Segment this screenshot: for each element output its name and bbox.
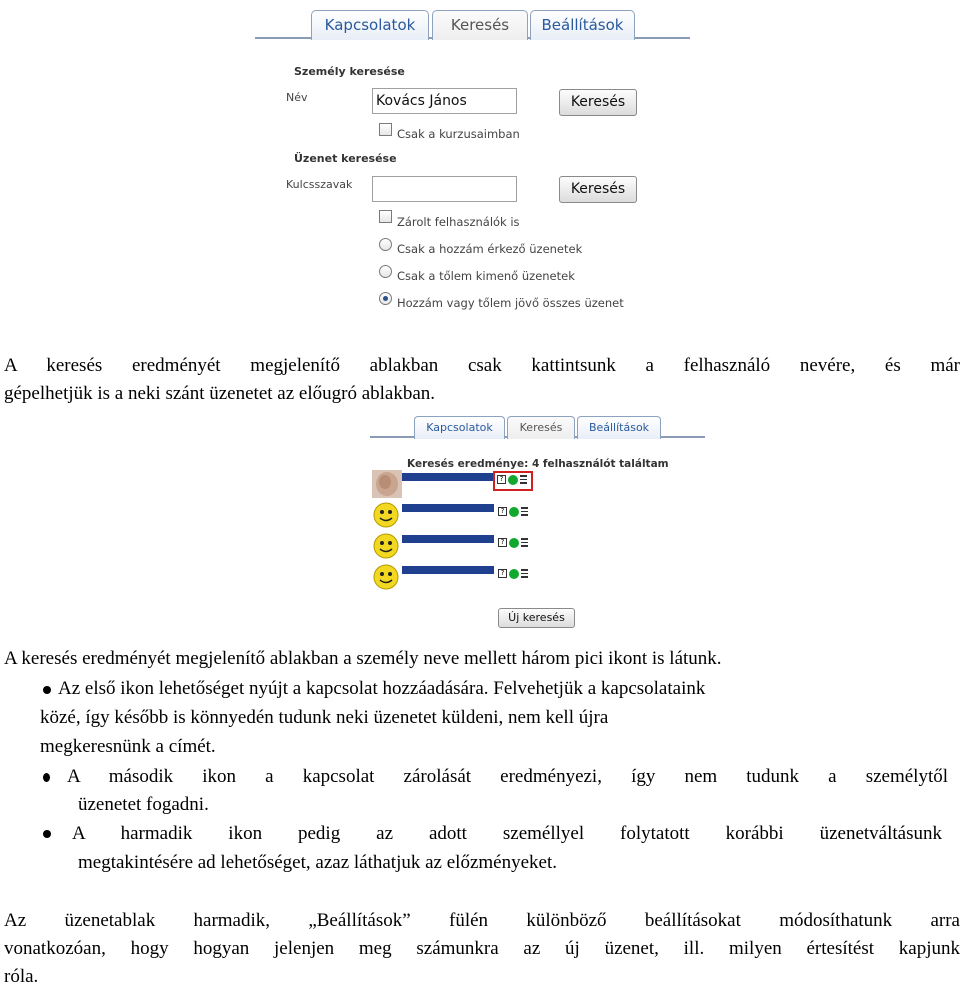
paragraph-1 bbox=[4, 352, 960, 408]
smiley-avatar bbox=[372, 501, 402, 529]
bullet-3-line-2: megtakintésére ad lehetőséget, azaz láthatjuk az előzményeket. bbox=[78, 852, 557, 873]
keywords-input[interactable] bbox=[372, 176, 517, 202]
keywords-label: Kulcsszavak bbox=[286, 178, 353, 191]
block-contact-icon[interactable] bbox=[509, 507, 519, 517]
bullet-2-line-1: A második ikon a kapcsolat zárolását eredményezi, így nem tudunk a személytől bbox=[67, 766, 948, 787]
bullet-1-line-2: közé, így később is könnyedén tudunk neki üzenetet küldeni, nem kell újra bbox=[40, 707, 609, 728]
history-icon[interactable] bbox=[521, 569, 528, 578]
results-tab-contacts[interactable]: Kapcsolatok bbox=[414, 416, 505, 439]
bullet-1-line-1: Az első ikon lehetőséget nyújt a kapcsolat hozzáadására. Felvehetjük a kapcsolataink bbox=[58, 678, 706, 699]
user-name-link[interactable] bbox=[402, 535, 494, 543]
paragraph-2 bbox=[4, 645, 960, 673]
messaging-search-screenshot bbox=[255, 6, 690, 314]
tab-settings[interactable]: Beállítások bbox=[530, 10, 635, 40]
name-input[interactable]: Kovács János bbox=[372, 88, 517, 114]
bullet-dot bbox=[43, 830, 51, 838]
person-search-heading: Személy keresése bbox=[294, 65, 405, 78]
blocked-users-label: Zárolt felhasználók is bbox=[397, 215, 520, 229]
tab-bar bbox=[255, 6, 690, 39]
history-icon[interactable] bbox=[520, 475, 527, 484]
tab-search[interactable]: Keresés bbox=[432, 10, 528, 40]
blocked-users-checkbox[interactable] bbox=[379, 210, 392, 223]
photo-avatar bbox=[372, 470, 402, 498]
results-tab-bar bbox=[370, 412, 705, 438]
history-icon[interactable] bbox=[521, 507, 528, 516]
block-contact-icon[interactable] bbox=[509, 538, 519, 548]
incoming-only-label: Csak a hozzám érkező üzenetek bbox=[397, 242, 583, 256]
bullet-1-line-3: megkeresnünk a címét. bbox=[40, 736, 216, 757]
paragraph-3-line-1: Az üzenetablak harmadik, „Beállítások” fülén különböző beállításokat módosíthatunk arra bbox=[4, 910, 960, 931]
only-my-courses-label: Csak a kurzusaimban bbox=[397, 127, 520, 141]
action-icons bbox=[496, 536, 530, 551]
paragraph-3 bbox=[4, 907, 960, 988]
paragraph-2-line: A keresés eredményét megjelenítő ablakban a személy neve mellett három pici ikont is látunk. bbox=[4, 648, 722, 669]
user-name-link[interactable] bbox=[402, 473, 494, 481]
block-contact-icon[interactable] bbox=[508, 475, 518, 485]
outgoing-only-label: Csak a tőlem kimenő üzenetek bbox=[397, 269, 575, 283]
add-contact-icon[interactable]: ? bbox=[498, 569, 507, 578]
result-row bbox=[372, 563, 542, 593]
paragraph-3-line-2: vonatkozóan, hogy hogyan jelenjen meg számunkra az új üzenet, ill. milyen értesítést kapjunk bbox=[4, 938, 960, 959]
message-search-button[interactable]: Keresés bbox=[559, 176, 637, 203]
action-icons bbox=[496, 505, 530, 520]
result-row bbox=[372, 470, 542, 500]
bullet-dot bbox=[43, 686, 51, 694]
action-icons-highlighted bbox=[493, 471, 533, 491]
add-contact-icon[interactable]: ? bbox=[498, 538, 507, 547]
bullet-2-line-2: üzenetet fogadni. bbox=[78, 794, 209, 815]
all-messages-radio[interactable] bbox=[379, 292, 392, 305]
action-icons bbox=[496, 567, 530, 582]
paragraph-3-line-3: róla. bbox=[4, 966, 39, 987]
name-label: Név bbox=[286, 91, 308, 104]
results-tab-search[interactable]: Keresés bbox=[507, 416, 575, 439]
user-name-link[interactable] bbox=[402, 504, 494, 512]
results-title: Keresés eredménye: 4 felhasználót találtam bbox=[407, 458, 669, 470]
paragraph-1-line-2: gépelhetjük is a neki szánt üzenetet az előugró ablakban. bbox=[4, 383, 436, 404]
all-messages-label: Hozzám vagy tőlem jövő összes üzenet bbox=[397, 296, 624, 310]
results-tab-settings[interactable]: Beállítások bbox=[577, 416, 661, 439]
user-name-link[interactable] bbox=[402, 566, 494, 574]
block-contact-icon[interactable] bbox=[509, 569, 519, 579]
result-row bbox=[372, 532, 542, 562]
search-results-screenshot bbox=[370, 412, 705, 634]
tab-contacts[interactable]: Kapcsolatok bbox=[311, 10, 429, 40]
smiley-avatar bbox=[372, 532, 402, 560]
smiley-avatar bbox=[372, 563, 402, 591]
new-search-button[interactable]: Új keresés bbox=[498, 608, 575, 628]
add-contact-icon[interactable]: ? bbox=[498, 507, 507, 516]
paragraph-1-line-1: A keresés eredményét megjelenítő ablakban csak kattintsunk a felhasználó nevére, és már bbox=[4, 355, 960, 376]
history-icon[interactable] bbox=[521, 538, 528, 547]
result-row bbox=[372, 501, 542, 531]
bullet-3-line-1: A harmadik ikon pedig az adott személlyel folytatott korábbi üzenetváltásunk bbox=[72, 823, 942, 844]
bullet-dot bbox=[43, 773, 50, 782]
incoming-only-radio[interactable] bbox=[379, 238, 392, 251]
only-my-courses-checkbox[interactable] bbox=[379, 123, 392, 136]
add-contact-icon[interactable]: ? bbox=[497, 475, 506, 484]
message-search-heading: Üzenet keresése bbox=[294, 152, 397, 165]
person-search-button[interactable]: Keresés bbox=[559, 89, 637, 116]
outgoing-only-radio[interactable] bbox=[379, 265, 392, 278]
